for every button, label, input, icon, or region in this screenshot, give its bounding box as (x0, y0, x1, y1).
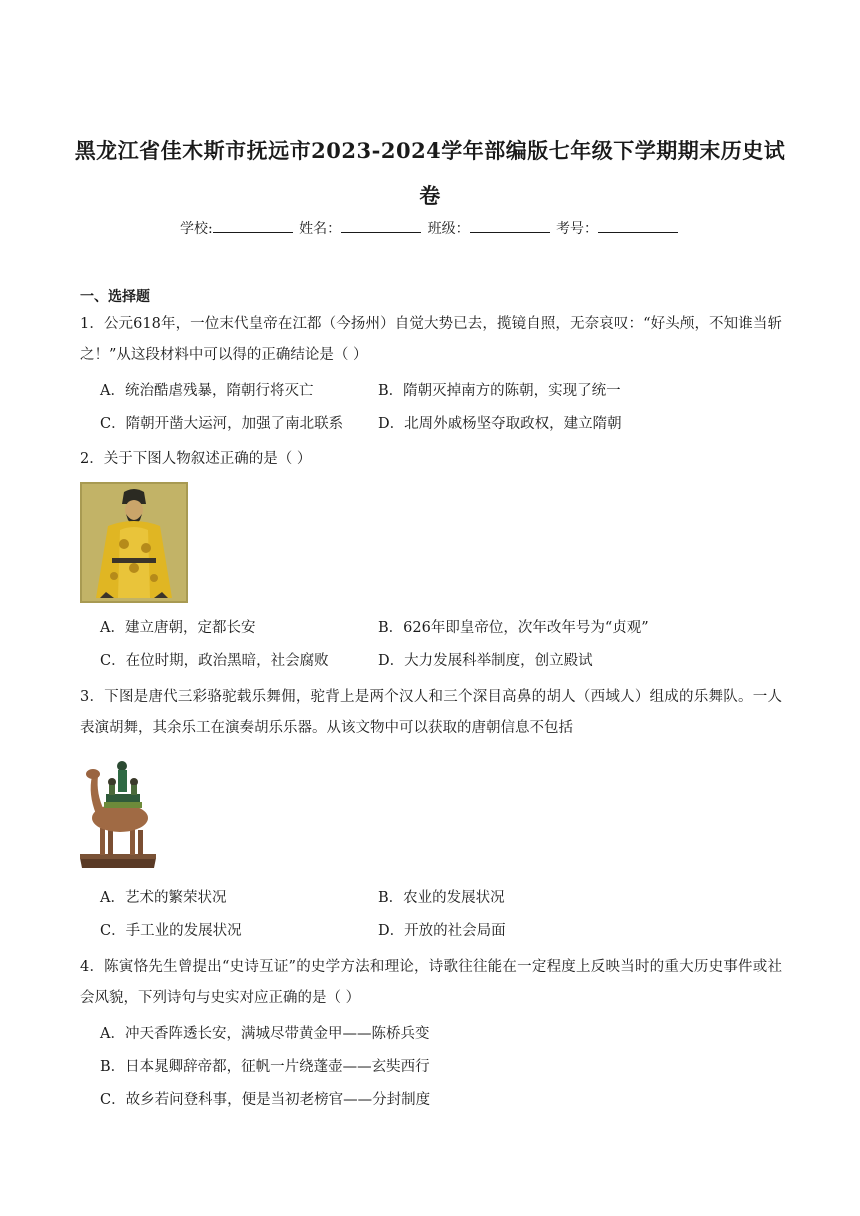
name-blank (341, 218, 421, 233)
q2-option-d: D．大力发展科举制度，创立殿试 (378, 653, 593, 669)
q3-option-b: B．农业的发展状况 (378, 890, 505, 906)
q1-option-b: B．隋朝灭掉南方的陈朝，实现了统一 (378, 383, 621, 399)
exam-no-blank (598, 218, 678, 233)
student-info-line (0, 218, 860, 239)
section-heading: 一、选择题 (80, 289, 150, 305)
q1-option-a: A．统治酷虐残暴，隋朝行将灭亡 (100, 383, 314, 399)
q1-option-d: D．北周外戚杨坚夺取政权，建立隋朝 (378, 416, 622, 432)
class-blank (470, 218, 550, 233)
tang-camel-figurine-image (78, 750, 158, 872)
exam-no-label: 考号： (556, 221, 599, 237)
emperor-portrait-image (80, 482, 188, 603)
question-4-text: 4．陈寅恪先生曾提出“史诗互证”的史学方法和理论，诗歌往往能在一定程度上反映当时的重大历史事件或社会风貌，下列诗句与史实对应正确的是（ ） (80, 959, 782, 1006)
school-blank (213, 218, 293, 233)
q1-option-c: C．隋朝开凿大运河，加强了南北联系 (100, 416, 344, 432)
q2-option-b: B．626年即皇帝位，次年改年号为“贞观” (378, 620, 649, 636)
q4-option-c: C．故乡若问登科事，便是当初老榜官——分封制度 (100, 1092, 431, 1108)
page-title: 黑龙江省佳木斯市抚远市2023-2024学年部编版七年级下学期期末历史试卷 (74, 138, 786, 208)
question-1-text: 1．公元618年，一位末代皇帝在江都（今扬州）自觉大势已去，揽镜自照，无奈哀叹：“好头颅，不知谁当斩之！”从这段材料中可以得的正确结论是（ ） (80, 316, 782, 363)
q3-option-c: C．手工业的发展状况 (100, 923, 242, 939)
class-label: 班级： (427, 221, 470, 237)
q4-option-b: B．日本晁卿辞帝都，征帆一片绕蓬壶——玄奘西行 (100, 1059, 430, 1075)
q3-option-a: A．艺术的繁荣状况 (100, 890, 227, 906)
school-label: 学校: (179, 221, 213, 237)
q3-option-d: D．开放的社会局面 (378, 923, 506, 939)
q2-option-c: C．在位时期，政治黑暗，社会腐败 (100, 653, 329, 669)
q2-option-a: A．建立唐朝，定都长安 (100, 620, 256, 636)
question-2-text: 2．关于下图人物叙述正确的是（ ） (80, 451, 312, 467)
name-label: 姓名： (299, 221, 342, 237)
question-3-text: 3．下图是唐代三彩骆驼载乐舞佣，驼背上是两个汉人和三个深目高鼻的胡人（西域人）组成的乐舞队。一人表演胡舞，其余乐工在演奏胡乐乐器。从该文物中可以获取的唐朝信息不包括 (80, 689, 782, 736)
q4-option-a: A．冲天香阵透长安，满城尽带黄金甲——陈桥兵变 (100, 1026, 430, 1042)
